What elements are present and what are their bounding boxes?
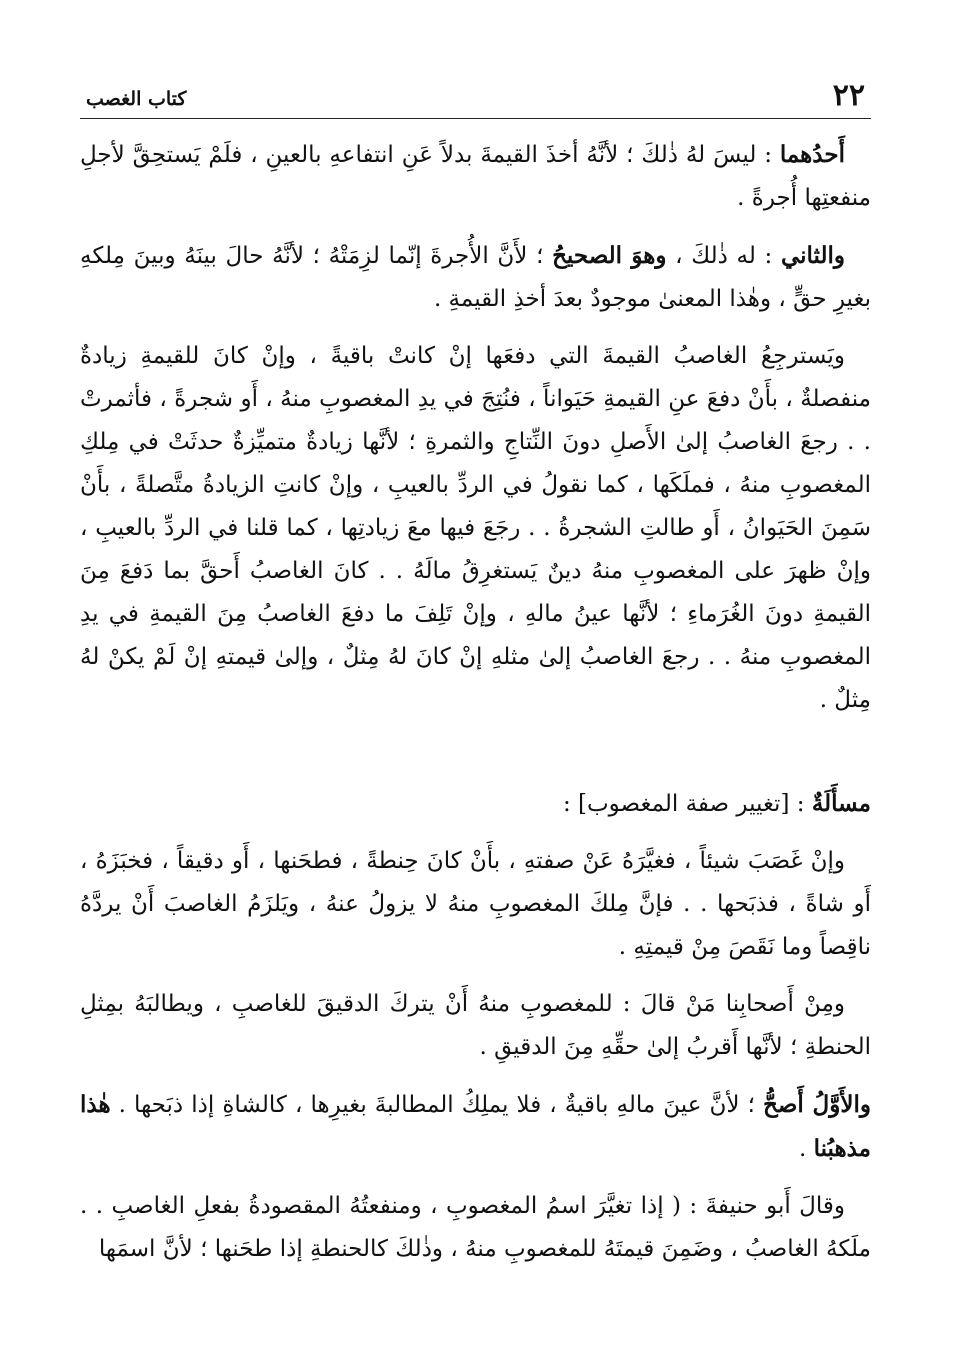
paragraph-text: ومِنْ أَصحابِنا مَنْ قالَ : للمغصوبِ منهُ أَنْ يتركَ الدقيقَ للغاصبِ ، ويطالبَهُ بمِثلِ الحنطةِ ؛ لأنَّها أَقربُ إلىٰ حقِّهِ مِنَ الدقيقِ . [80,991,871,1060]
paragraph-second-opinion [80,234,871,321]
issue-label: مسأَلَةٌ [811,790,871,817]
paragraph-changing-form [80,840,871,969]
running-title: كتاب الغصب [86,88,187,110]
paragraph-text: . [798,1136,814,1162]
section-spacer [80,736,871,782]
paragraph-emphasis: هٰذا مذهبُنا [80,1091,871,1162]
paragraph-text: : له ذٰلكَ ، [666,243,781,269]
paragraph-text: ويَسترجِعُ الغاصبُ القيمةَ التي دفعَها إنْ كانتْ باقيةً ، وإنْ كانَ للقيمةِ زيادةٌ منفصلةٌ ، بأَنْ دفعَ عنِ القيمةِ حَيَواناً ، فنُتِجَ في يدِ المغصوبِ منهُ ، أَو شجرةً ، فأثمرتْ . . رجعَ الغاصبُ إلىٰ الأَصلِ دونَ النِّتاجِ والثمرةِ ؛ لأنَّها زيادةٌ متميِّزةٌ حدثَتْ في مِلكِ المغصوبِ منهُ ، فملَكَها ، كما نقولُ في الردِّ بالعيبِ ، وإنْ كانتِ الزيادةُ متَّصلةً ، بأَنْ سَمِنَ الحَيَوانُ ، أَو طالتِ الشجرةُ . . رجَعَ فيها معَ زيادتِها ، كما قلنا في الردِّ بالعيبِ ، وإنْ ظهرَ على المغصوبِ منهُ دينٌ يَستغرِقُ مالَهُ . . كانَ الغاصبُ أَحقَّ بما دَفعَ مِنَ القيمةِ دونَ الغُرَماءِ ؛ لأنَّها عينُ مالهِ ، وإنْ تَلِفَ ما دفعَ الغاصبُ مِنَ القيمةِ في يدِ المغصوبِ منهُ . . رجعَ الغاصبُ إلىٰ مثلهِ إنْ كانَ لهُ مِثلٌ ، وإلىٰ قيمتهِ إنْ لَمْ يكنْ لهُ مِثلٌ . [80,343,871,713]
paragraph-lead: والأَوَّلُ أَصحُّ [763,1091,871,1118]
page-body [80,133,871,1271]
page-number: ٢٢ [832,78,865,113]
paragraph-text: ؛ لأنَّ عينَ مالهِ باقيةٌ ، فلا يملِكُ المطالبةَ بغيرِها ، كالشاةِ إذا ذبَحها . [110,1092,764,1118]
paragraph-text: وإنْ غَصَبَ شيئاً ، فغيَّرَهُ عَنْ صفتهِ ، بأَنْ كانَ حِنطةً ، فطحَنها ، أَو دقيقاً ، فخبَزَهُ ، أَو شاةً ، فذبَحها . . فإنَّ مِلكَ المغصوبِ منهُ لا يزولُ عنهُ ، ويَلزَمُ الغاصبَ أَنْ يردَّهُ ناقِصاً وما نَقَصَ مِنْ قيمتِهِ . [80,848,871,960]
paragraph-text: : ليسَ لهُ ذٰلكَ ؛ لأنَّهُ أخذَ القيمةَ بدلاً عَنِ انتفاعهِ بالعينِ ، فلَمْ يَستحِقَّ لأجلِ منفعتِها أُجرةً . [80,142,871,211]
paragraph-text: وقالَ أَبو حنيفةَ : ( إذا تغيَّرَ اسمُ المغصوبِ ، ومنفعتُهُ المقصودةُ بفعلِ الغاصبِ . . ملَكهُ الغاصبُ ، وضَمِنَ قيمتَهُ للمغصوبِ منهُ ، وذٰلكَ كالحنطةِ إذا طحَنها ؛ لأنَّ اسمَها [80,1193,871,1262]
paragraph-first-opinion [80,133,871,220]
book-page [80,78,871,1367]
issue-heading [80,782,871,826]
paragraph-lead: والثاني [780,242,845,269]
paragraph-text: ؛ لأَنَّ الأُجرةَ إنّما لزِمَتْهُ ؛ لأنَّهُ حالَ بينَهُ وبينَ مِلكهِ بغيرِ حقٍّ ، وهٰذا المعنىٰ موجودٌ بعدَ أخذِ القيمةِ . [80,243,871,312]
page-header [80,78,871,119]
paragraph-abu-hanifa [80,1185,871,1271]
paragraph-first-is-correct [80,1083,871,1171]
paragraph-emphasis: وهوَ الصحيحُ [552,242,667,269]
issue-title: : [تغيير صفة المغصوب] : [562,791,812,817]
paragraph-lead: أَحدُهما [779,141,845,168]
paragraph-recovery-of-value [80,335,871,722]
paragraph-companions-view [80,983,871,1069]
